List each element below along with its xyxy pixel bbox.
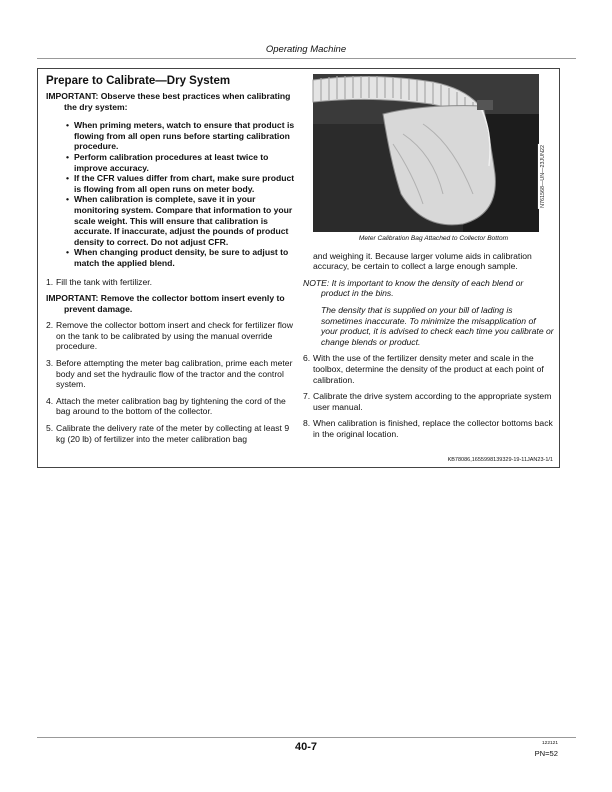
step-number: 7.	[303, 391, 311, 402]
step-5-continued: and weighing it. Because larger volume aids in calibration accuracy, be certain to collect a large enough sample.	[313, 250, 532, 272]
image-caption: Meter Calibration Bag Attached to Collector Bottom	[358, 235, 509, 242]
step-text: With the use of the fertilizer density meter and scale in the toolbox, determine the density of the product at each point of calibration.	[313, 353, 544, 385]
right-column	[303, 74, 554, 446]
step-number: 2.	[46, 320, 54, 331]
step-4	[46, 396, 296, 417]
step-text: Calibrate the delivery rate of the meter by collecting at least 9 kg (20 lb) of fertilizer into the meter calibration bag	[56, 423, 290, 444]
note	[303, 278, 554, 299]
note-detail: The density that is supplied on your bill of lading is sometimes inaccurate. To minimize the misapplication of your product, it is advised to check each time you calibrate or change blends or product.	[321, 304, 554, 347]
bullet-item: • Perform calibration procedures at least twice to improve accuracy.	[74, 152, 296, 173]
step-text: Attach the meter calibration bag by tightening the cord of the bag around to the bottom of the collector.	[56, 395, 286, 417]
step-number: 3.	[46, 358, 54, 369]
reference-code: KB78086,1655998139329-19-11JAN23-1/1	[447, 457, 553, 463]
step-text: When calibration is finished, replace the collector bottoms back in the original location.	[313, 418, 553, 439]
step-5	[46, 423, 296, 444]
step-number: 4.	[46, 395, 54, 406]
page-header: Operating Machine	[265, 44, 347, 55]
important-note-2	[46, 293, 296, 314]
step-2	[46, 320, 296, 352]
note-text: It is important to know the density of each blend or product in the bins.	[321, 277, 524, 299]
section-title: Prepare to Calibrate—Dry System	[46, 75, 231, 87]
step-number: 8.	[303, 418, 311, 429]
best-practices-list	[46, 120, 296, 268]
header-rule	[37, 58, 576, 59]
step-number: 6.	[303, 353, 311, 364]
bullet-item: • When calibration is complete, save it in your monitoring system. Compare that information to your scale weight. This will ensure that calibration is accurate. If inaccurate, adjust the pounds of product density to correct. Do not adjust CFR.	[74, 194, 296, 247]
step-1	[46, 277, 296, 288]
step-6	[303, 353, 554, 385]
important-label: IMPORTANT:	[46, 91, 99, 101]
step-number: 1.	[46, 276, 54, 287]
important-text: Observe these best practices when calibrating the dry system:	[64, 91, 291, 112]
image-code: N761568—UN—23JUN22	[538, 144, 549, 209]
bullet-item: • If the CFR values differ from chart, make sure product is flowing from all open runs on meter body.	[74, 173, 296, 194]
left-column	[46, 74, 296, 450]
page-number: 40-7	[294, 741, 318, 753]
step-text: Remove the collector bottom insert and check for fertilizer flow on the tank to be calibrated by using the manual override procedure.	[56, 320, 293, 352]
step-text: Before attempting the meter bag calibration, prime each meter body and set the hydraulic flow of the tractor and the control system.	[56, 358, 293, 390]
step-7	[303, 391, 554, 412]
content-box	[37, 68, 560, 468]
footer-small-code: 122121	[541, 741, 558, 746]
important-note	[46, 91, 296, 112]
bullet-item: • When changing product density, be sure to adjust to match the applied blend.	[74, 247, 296, 268]
important-text: Remove the collector bottom insert evenly to prevent damage.	[64, 293, 285, 314]
step-3	[46, 358, 296, 390]
bullet-item: • When priming meters, watch to ensure that product is flowing from all open runs before starting calibration procedure.	[74, 120, 296, 152]
pn-number: PN=52	[534, 749, 558, 758]
step-text: Calibrate the drive system according to the appropriate system user manual.	[313, 391, 552, 412]
calibration-bag-photo	[313, 74, 546, 232]
step-number: 5.	[46, 423, 54, 434]
note-label: NOTE:	[303, 277, 330, 288]
photo-illustration	[313, 74, 539, 232]
step-text: Fill the tank with fertilizer.	[56, 276, 152, 287]
step-8	[303, 418, 554, 439]
important-label: IMPORTANT:	[46, 293, 99, 304]
footer-rule	[37, 737, 576, 738]
